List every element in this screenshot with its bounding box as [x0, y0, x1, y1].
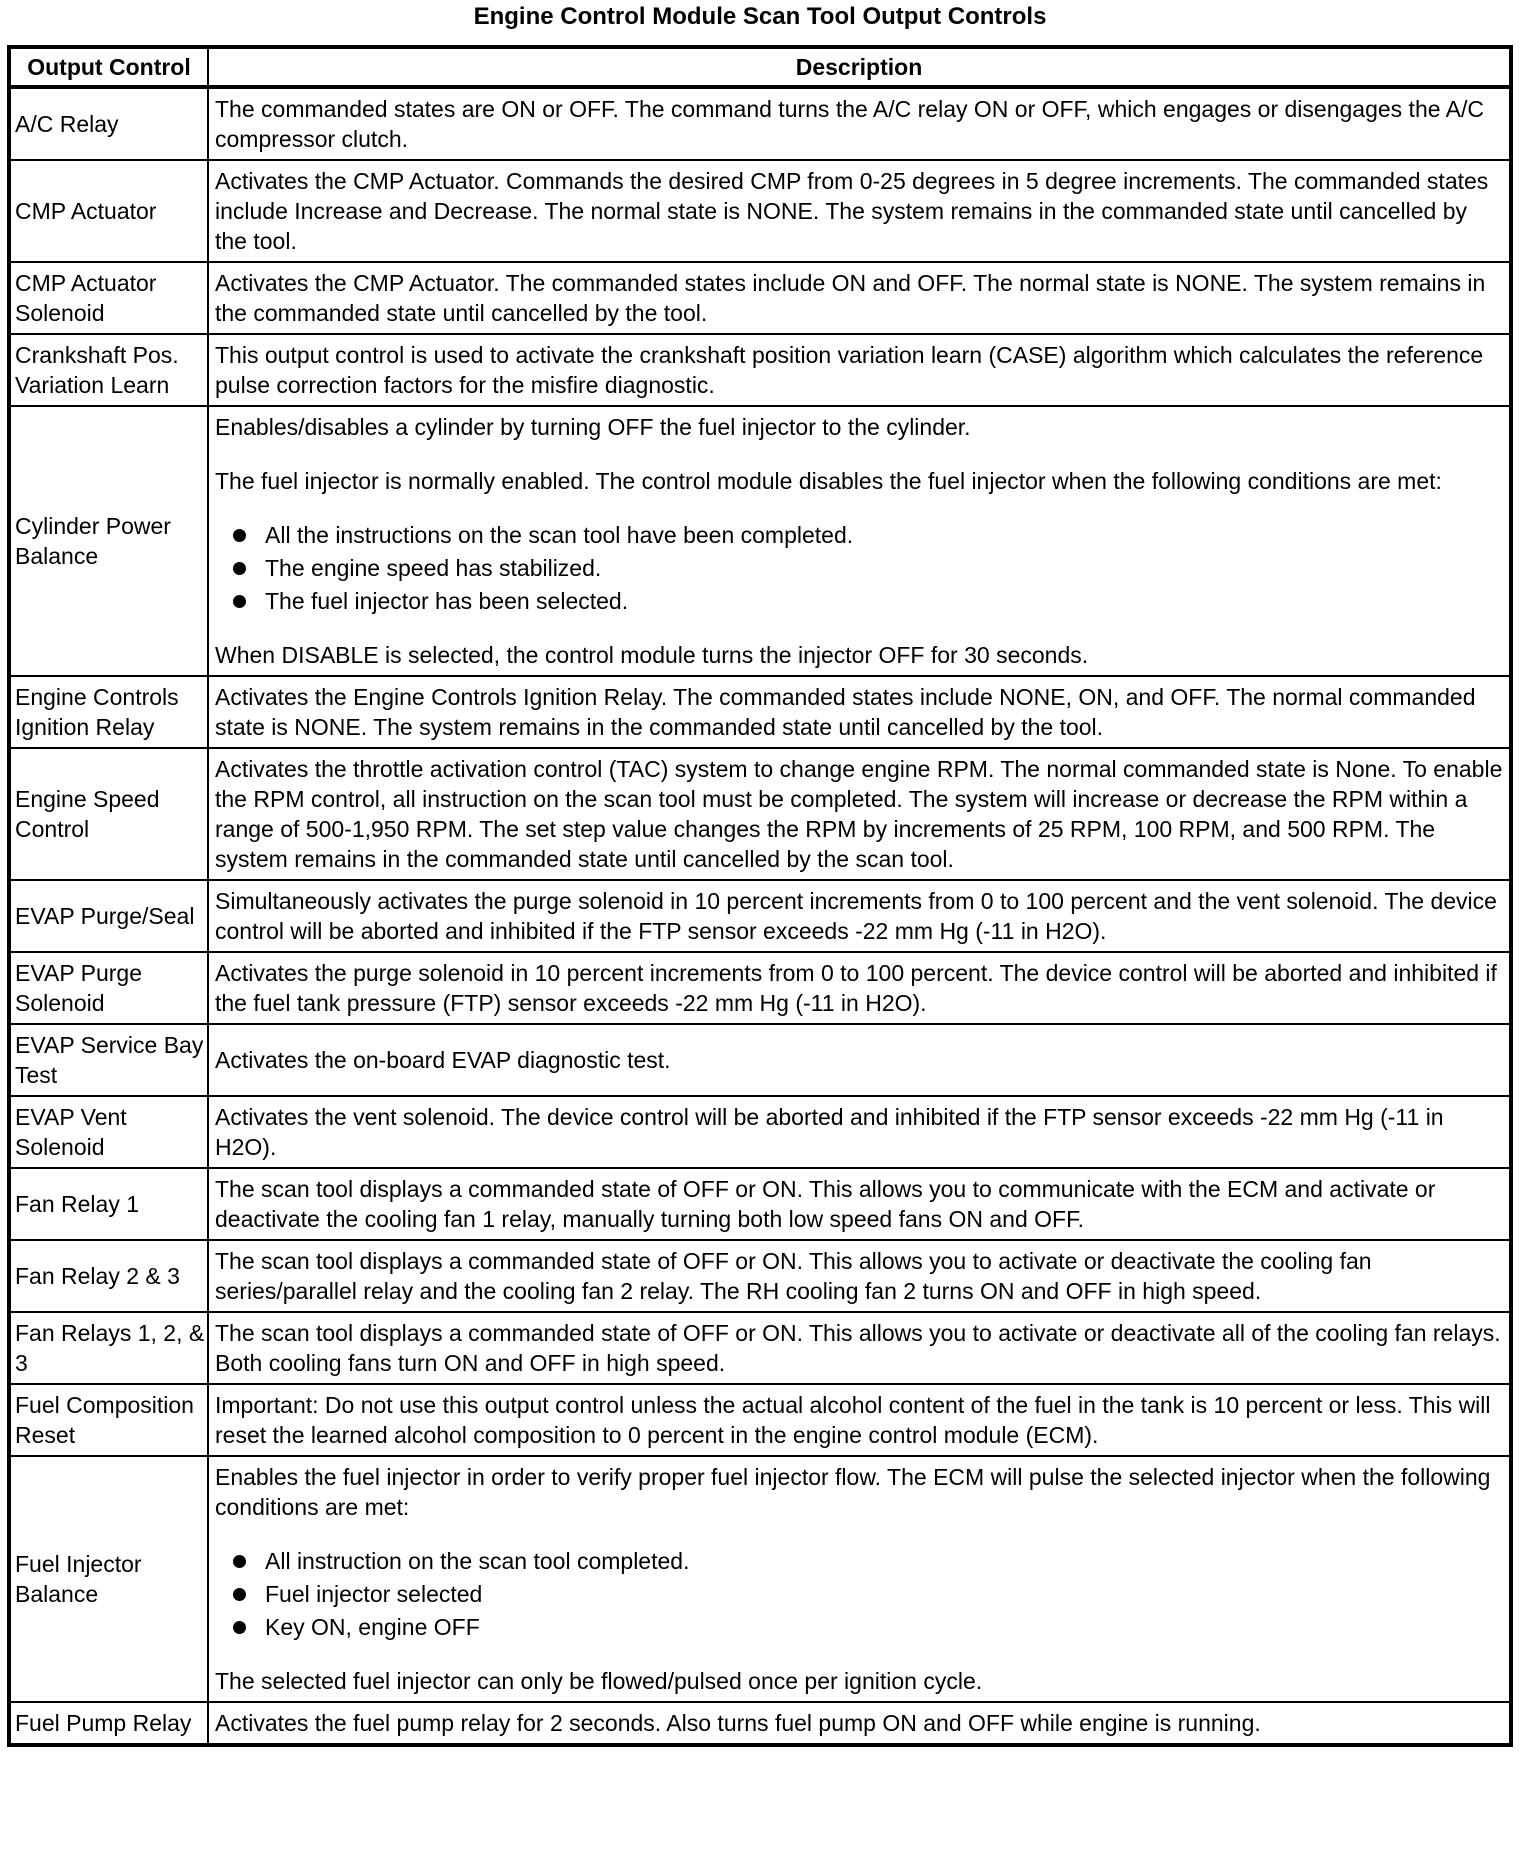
description-paragraph: Enables/disables a cylinder by turning OFF the fuel injector to the cylinder. — [215, 414, 971, 440]
output-control-name: EVAP Purge/Seal — [9, 880, 208, 952]
output-control-name: A/C Relay — [9, 87, 208, 160]
description-paragraph: Activates the CMP Actuator. Commands the desired CMP from 0-25 degrees in 5 degree increments. The commanded states include Increase and Decrease. The normal state is NONE. The system remains in the commanded state until cancelled by the tool. — [215, 168, 1489, 254]
output-control-description — [208, 1240, 1511, 1312]
output-control-description — [208, 952, 1511, 1024]
output-control-description — [208, 334, 1511, 406]
table-row — [9, 1384, 1511, 1456]
table-row — [9, 748, 1511, 880]
list-item-text: Fuel injector selected — [265, 1581, 483, 1607]
description-paragraph: The selected fuel injector can only be flowed/pulsed once per ignition cycle. — [215, 1668, 983, 1694]
output-control-description — [208, 1096, 1511, 1168]
bullet-icon — [233, 1555, 246, 1568]
table-row — [9, 1702, 1511, 1745]
description-paragraph: The scan tool displays a commanded state of OFF or ON. This allows you to communicate with the ECM and activate or deactivate the cooling fan 1 relay, manually turning both low speed fans ON and OFF. — [215, 1176, 1436, 1232]
description-paragraph: Activates the Engine Controls Ignition Relay. The commanded states include NONE, ON, and OFF. The normal commanded state is NONE. The system remains in the commanded state until cancelled by the tool. — [215, 684, 1476, 740]
column-header-output-control: Output Control — [9, 47, 208, 87]
output-control-name: Fan Relay 1 — [9, 1168, 208, 1240]
output-control-description — [208, 1456, 1511, 1702]
output-control-name: EVAP Vent Solenoid — [9, 1096, 208, 1168]
output-control-description — [208, 1024, 1511, 1096]
table-row — [9, 406, 1511, 676]
table-row — [9, 1024, 1511, 1096]
description-paragraph: Enables the fuel injector in order to verify proper fuel injector flow. The ECM will pulse the selected injector when the following conditions are met: — [215, 1464, 1491, 1520]
list-item-text: The fuel injector has been selected. — [265, 588, 629, 614]
output-control-name: EVAP Purge Solenoid — [9, 952, 208, 1024]
description-paragraph: When DISABLE is selected, the control module turns the injector OFF for 30 seconds. — [215, 642, 1089, 668]
output-control-description — [208, 262, 1511, 334]
output-control-name: Fan Relay 2 & 3 — [9, 1240, 208, 1312]
description-paragraph: Activates the CMP Actuator. The commanded states include ON and OFF. The normal state is NONE. The system remains in the commanded state until cancelled by the tool. — [215, 270, 1486, 326]
list-item-text: All instruction on the scan tool completed. — [265, 1548, 690, 1574]
list-item — [231, 586, 1503, 616]
description-paragraph: Simultaneously activates the purge solenoid in 10 percent increments from 0 to 100 percent and the vent solenoid. The device control will be aborted and inhibited if the FTP sensor exceeds -22 mm Hg (-11 in H2O). — [215, 888, 1497, 944]
table-row — [9, 334, 1511, 406]
description-paragraph: Activates the on-board EVAP diagnostic test. — [215, 1047, 671, 1073]
description-paragraph: This output control is used to activate the crankshaft position variation learn (CASE) algorithm which calculates the reference pulse correction factors for the misfire diagnostic. — [215, 342, 1484, 398]
bullet-icon — [233, 1621, 246, 1634]
table-row — [9, 160, 1511, 262]
table-row — [9, 1168, 1511, 1240]
bullet-icon — [233, 562, 246, 575]
output-control-name: Crankshaft Pos. Variation Learn — [9, 334, 208, 406]
list-item — [231, 520, 1503, 550]
output-control-description — [208, 676, 1511, 748]
conditions-list — [215, 1546, 1503, 1642]
output-control-description — [208, 880, 1511, 952]
description-paragraph: Activates the purge solenoid in 10 percent increments from 0 to 100 percent. The device control will be aborted and inhibited if the fuel tank pressure (FTP) sensor exceeds -22 mm Hg (-11 in H2O). — [215, 960, 1497, 1016]
output-control-description — [208, 1168, 1511, 1240]
table-row — [9, 1096, 1511, 1168]
description-paragraph: The fuel injector is normally enabled. The control module disables the fuel injector when the following conditions are met: — [215, 468, 1442, 494]
description-paragraph: Activates the fuel pump relay for 2 seconds. Also turns fuel pump ON and OFF while engine is running. — [215, 1710, 1261, 1736]
output-control-name: Cylinder Power Balance — [9, 406, 208, 676]
description-paragraph: Important: Do not use this output control unless the actual alcohol content of the fuel in the tank is 10 percent or less. This will reset the learned alcohol composition to 0 percent in the engine control module (ECM). — [215, 1392, 1491, 1448]
table-row — [9, 952, 1511, 1024]
list-item — [231, 1546, 1503, 1576]
output-control-description — [208, 160, 1511, 262]
document-title: Engine Control Module Scan Tool Output Controls — [473, 3, 1047, 30]
table-row — [9, 1312, 1511, 1384]
list-item-text: All the instructions on the scan tool have been completed. — [265, 522, 854, 548]
output-control-description — [208, 748, 1511, 880]
conditions-list — [215, 520, 1503, 616]
list-item — [231, 553, 1503, 583]
output-control-name: Fuel Injector Balance — [9, 1456, 208, 1702]
output-controls-table — [7, 45, 1513, 1747]
output-control-description — [208, 1702, 1511, 1745]
output-control-description — [208, 1384, 1511, 1456]
output-control-name: Fan Relays 1, 2, & 3 — [9, 1312, 208, 1384]
table-row — [9, 676, 1511, 748]
list-item-text: Key ON, engine OFF — [265, 1614, 480, 1640]
bullet-icon — [233, 1588, 246, 1601]
column-header-description: Description — [208, 47, 1511, 87]
output-control-name: Fuel Pump Relay — [9, 1702, 208, 1745]
list-item — [231, 1579, 1503, 1609]
table-header-row — [9, 47, 1511, 87]
description-paragraph: The commanded states are ON or OFF. The command turns the A/C relay ON or OFF, which engages or disengages the A/C compressor clutch. — [215, 96, 1484, 152]
table-row — [9, 1240, 1511, 1312]
table-row — [9, 880, 1511, 952]
description-paragraph: Activates the vent solenoid. The device control will be aborted and inhibited if the FTP sensor exceeds -22 mm Hg (-11 in H2O). — [215, 1104, 1444, 1160]
list-item-text: The engine speed has stabilized. — [265, 555, 602, 581]
table-row — [9, 262, 1511, 334]
list-item — [231, 1612, 1503, 1642]
output-control-name: CMP Actuator Solenoid — [9, 262, 208, 334]
bullet-icon — [233, 529, 246, 542]
description-paragraph: Activates the throttle activation control (TAC) system to change engine RPM. The normal commanded state is None. To enable the RPM control, all instruction on the scan tool must be completed. The system will increase or decrease the RPM within a range of 500-1,950 RPM. The set step value changes the RPM by increments of 25 RPM, 100 RPM, and 500 RPM. The system remains in the commanded state until cancelled by the scan tool. — [215, 756, 1503, 872]
output-control-description — [208, 1312, 1511, 1384]
output-control-description — [208, 406, 1511, 676]
table-row — [9, 87, 1511, 160]
description-paragraph: The scan tool displays a commanded state of OFF or ON. This allows you to activate or deactivate the cooling fan series/parallel relay and the cooling fan 2 relay. The RH cooling fan 2 turns ON and OFF in high speed. — [215, 1248, 1372, 1304]
description-paragraph: The scan tool displays a commanded state of OFF or ON. This allows you to activate or deactivate all of the cooling fan relays. Both cooling fans turn ON and OFF in high speed. — [215, 1320, 1501, 1376]
output-control-name: EVAP Service Bay Test — [9, 1024, 208, 1096]
output-control-name: CMP Actuator — [9, 160, 208, 262]
output-control-name: Engine Speed Control — [9, 748, 208, 880]
output-control-name: Fuel Composition Reset — [9, 1384, 208, 1456]
output-control-description — [208, 87, 1511, 160]
output-control-name: Engine Controls Ignition Relay — [9, 676, 208, 748]
table-row — [9, 1456, 1511, 1702]
bullet-icon — [233, 595, 246, 608]
